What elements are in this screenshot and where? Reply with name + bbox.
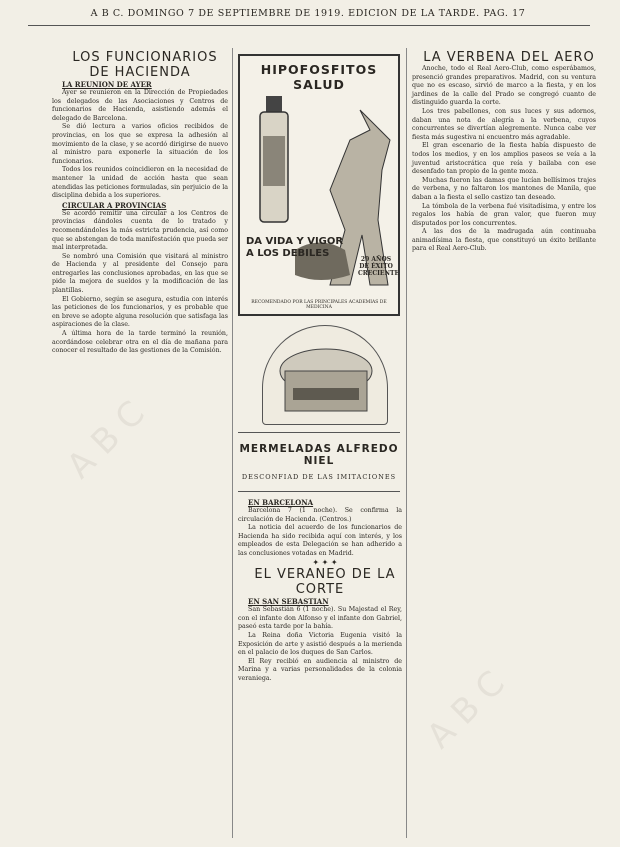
middle-paragraph: La noticia del acuerdo de los funcionarios de Hacienda ha sido recibida aquí con interés, y los empleados de esta Delegación se han adherido a las conclusiones votadas en Madrid. bbox=[238, 524, 402, 557]
left-paragraph: A última hora de la tarde terminó la reunión, acordándose celebrar otra en el día de mañana para conocer el resultado de las gestiones de la Comisión. bbox=[52, 330, 228, 355]
page-header: A B C. DOMINGO 7 DE SEPTIEMBRE DE 1919. EDICION DE LA TARDE. PAG. 17 bbox=[90, 8, 526, 19]
right-headline: LA VERBENA DEL AERO bbox=[423, 50, 595, 65]
column-divider bbox=[406, 48, 407, 838]
hipofosfitos-advertisement bbox=[238, 54, 400, 316]
bottle-illustration bbox=[254, 96, 294, 226]
archive-watermark: A B C bbox=[419, 663, 513, 757]
ornament-divider: ✦ ✦ ✦ bbox=[312, 557, 338, 567]
left-paragraph: Se dió lectura a varios oficios recibidos de provincias, en los que se expresa la adhesión al movimiento de la clase, y se acordó dirigirse de nuevo al ministro para exponerle la situación de los funcionarios. bbox=[52, 123, 228, 165]
ad-slogan: DA VIDA Y VIGOR A LOS DEBILES bbox=[246, 236, 344, 259]
ad-brand: HIPOFOSFITOS SALUD bbox=[260, 62, 378, 92]
right-paragraph: El gran escenario de la fiesta había dispuesto de todos los medios, y en los amplios paseos se veía a la juventud aristocrática que reía y bailaba con ese desenfado tan propio de la gente moza. bbox=[412, 142, 596, 176]
right-paragraph: Los tres pabellones, con sus luces y sus adornos, daban una nota de alegría a la verbena, cuyos concurrentes se divertían alegremente. Nunca cabe ver fiesta más sugestiva ni encuentro más agradable. bbox=[412, 107, 596, 141]
jar-illustration bbox=[263, 326, 389, 426]
middle-paragraph: Barcelona 7 (1 noche). Se confirma la circulación de Hacienda. (Centros.) bbox=[238, 507, 402, 523]
middle-paragraph: San Sebastián 6 (1 noche). Su Majestad el Rey, con el infante don Alfonso y el infante don Gabriel, paseó esta tarde por la bahía. bbox=[238, 606, 402, 631]
mermeladas-advertisement bbox=[238, 432, 400, 492]
left-paragraph: Se acordó remitir una circular a los Centros de provincias dándoles cuenta de lo tratado y recomendándoles la más estricta prudencia, así como que se abstengan de toda manifestación que pueda ser mal interpretada. bbox=[52, 209, 228, 252]
jar-advertisement bbox=[262, 325, 388, 425]
middle-kicker-2: EN SAN SEBASTIAN bbox=[248, 597, 329, 607]
left-column bbox=[52, 50, 228, 356]
middle-column bbox=[238, 498, 402, 684]
right-paragraph: Muchas fueron las damas que lucían bellísimos trajes de verbena, y no faltaron los mantones de Manila, que daban a la fiesta el sello castizo tan deseado. bbox=[412, 176, 596, 201]
ad-subtitle: DESCONFIAD DE LAS IMITACIONES bbox=[241, 473, 397, 481]
right-paragraph: La tómbola de la verbena fué visitadísima, y entre los regalos los había de gran valor, que fueron muy disputados por los concurrentes. bbox=[412, 202, 596, 227]
left-paragraph: Ayer se reunieron en la Dirección de Propiedades los delegados de las Asociaciones y Centros de funcionarios de Hacienda, asistiendo además el delegado de Barcelona. bbox=[52, 89, 228, 122]
right-paragraph: Anoche, todo el Real Aero-Club, como esperábamos, presenció grandes preparativos. Madrid, con su ventura que no es escaso, sirvió de marco a la fiesta, y en los jardines de la calle del Prado se congregó cuanto de distinguido guarda la corte. bbox=[412, 65, 596, 107]
left-paragraph: Se nombró una Comisión que visitará al ministro de Hacienda y al presidente del Consejo para entregarles las conclusiones aprobadas, en las que se pide la mejora de sueldos y la modificación de las plantillas. bbox=[52, 252, 228, 295]
left-paragraph: Todos los reunidos coincidieron en la necesidad de mantener la unidad de acción hasta que sean atendidas las peticiones formuladas, sin perjuicio de la disciplina debida a los superiores. bbox=[52, 166, 228, 200]
middle-paragraph: La Reina doña Victoria Eugenia visitó la Exposición de arte y asistió después a la merienda en el palacio de los duques de San Carlos. bbox=[238, 631, 402, 657]
right-column bbox=[412, 50, 596, 254]
header-rule bbox=[28, 25, 590, 26]
ad-footer: RECOMENDADO POR LAS PRINCIPALES ACADEMIAS DE MEDICINA bbox=[251, 300, 387, 310]
left-headline: LOS FUNCIONARIOS DE HACIENDA bbox=[72, 50, 218, 80]
ad-title: MERMELADAS ALFREDO NIEL bbox=[239, 443, 399, 467]
ad-years: 29 AÑOS DE ÉXITO CRECIENTE bbox=[358, 256, 400, 277]
column-divider bbox=[232, 48, 233, 838]
middle-headline: EL VERANEO DE LA CORTE bbox=[254, 567, 396, 598]
archive-watermark: A B C bbox=[59, 393, 153, 487]
left-kicker-1: LA REUNION DE AYER bbox=[62, 80, 152, 89]
left-paragraph: El Gobierno, según se asegura, estudia con interés las peticiones de los funcionarios, y es probable que en breve se adopte alguna resolución que satisfaga las aspiraciones de la clase. bbox=[52, 295, 228, 329]
right-paragraph: A las dos de la madrugada aún continuaba animadísima la fiesta, que constituyó un éxito brillante para el Real Aero-Club. bbox=[412, 228, 596, 253]
middle-paragraph: El Rey recibió en audiencia al ministro de Marina y a varias personalidades de la colonia veraniega. bbox=[238, 657, 402, 682]
left-kicker-2: CIRCULAR A PROVINCIAS bbox=[62, 200, 167, 210]
middle-kicker: EN BARCELONA bbox=[248, 498, 314, 507]
